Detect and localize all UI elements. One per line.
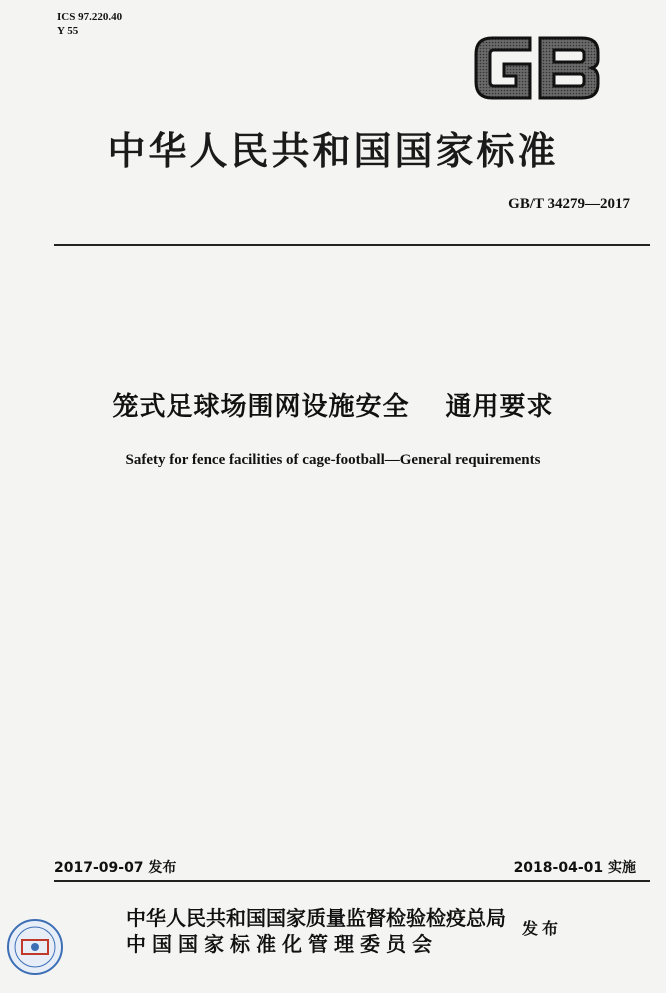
issuer-aqsiq: 中华人民共和国国家质量监督检验检疫总局 — [126, 906, 506, 930]
chinese-title-part2: 通用要求 — [445, 392, 554, 422]
chinese-title — [0, 386, 666, 423]
issue-date: 2017-09-07 发布 — [54, 860, 177, 876]
issuer-sac: 中国国家标准化管理委员会 — [126, 932, 438, 956]
chinese-title-part1: 笼式足球场围网设施安全 — [112, 392, 410, 422]
publish-label: 发布 — [522, 919, 563, 938]
top-divider — [54, 244, 650, 246]
national-standard-title: 中华人民共和国国家标准 — [107, 128, 559, 173]
standard-number: GB/T 34279—2017 — [508, 196, 630, 212]
classification-codes — [57, 10, 122, 38]
seal-stamp-icon — [6, 918, 64, 976]
ics-code: ICS 97.220.40 — [57, 11, 123, 23]
effective-date: 2018-04-01 实施 — [513, 860, 636, 876]
bottom-divider — [54, 880, 650, 882]
ccs-code: Y 55 — [57, 25, 79, 37]
gb-logo-icon — [470, 32, 604, 104]
english-title: Safety for fence facilities of cage-football—General requirements — [125, 452, 541, 468]
